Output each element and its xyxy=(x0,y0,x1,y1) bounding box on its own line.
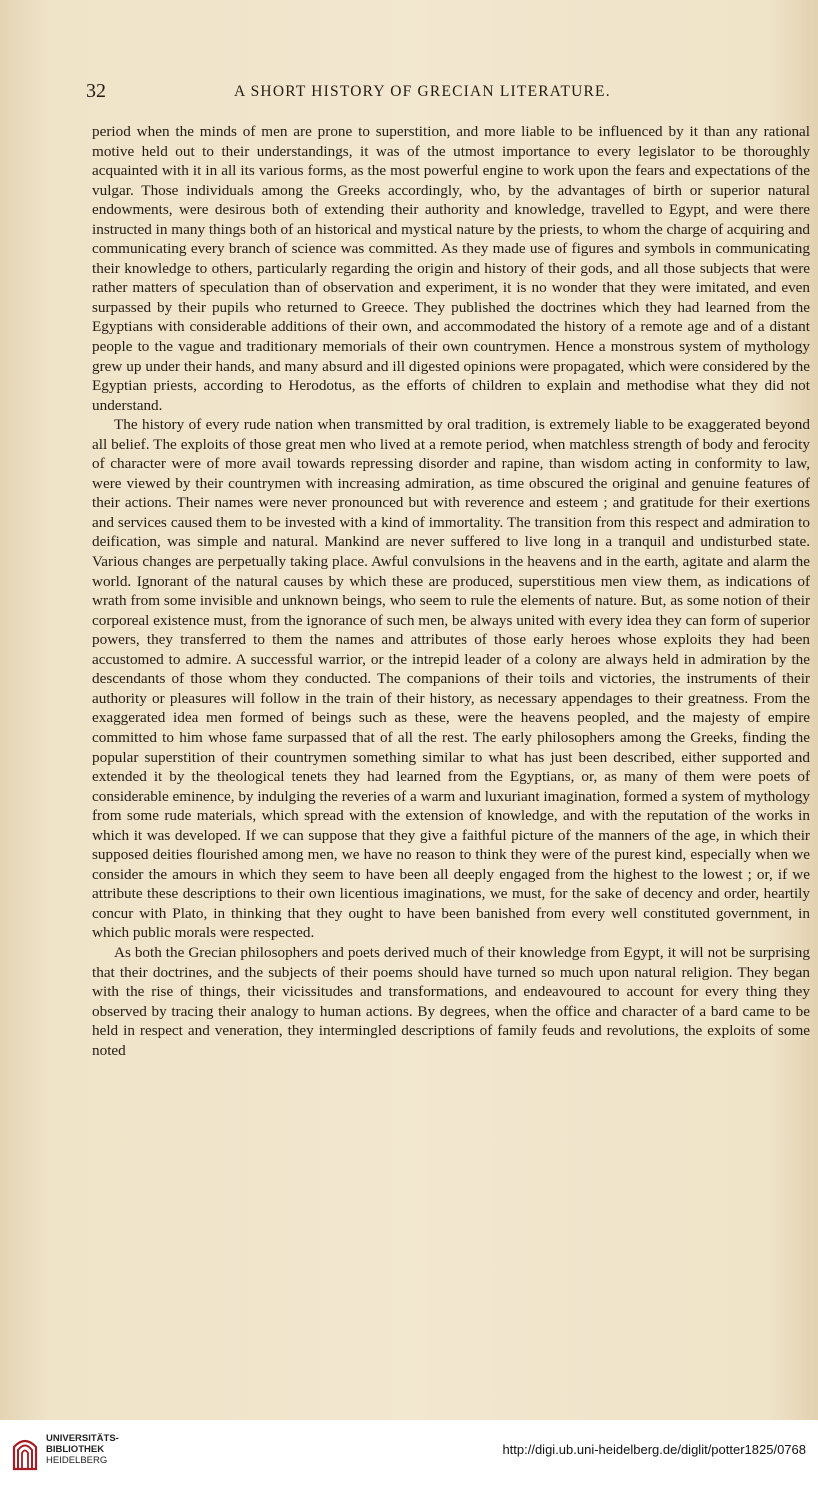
library-name xyxy=(46,1433,119,1466)
library-name-line: BIBLIOTHEK xyxy=(46,1444,105,1455)
library-name-line: HEIDELBERG xyxy=(46,1455,108,1466)
paragraph: As both the Grecian philosophers and poets derived much of their knowledge from Egypt, it will not be surprising that their doctrines, and the subjects of their poems should have turned so much upon natural religion. They began with the rise of things, their vicissitudes and transformations, and endeavoured to account for every thing they observed by tracing their analogy to human actions. By degrees, when the office and character of a bard came to be held in respect and veneration, they intermingled descriptions of family feuds and revolutions, the exploits of some noted xyxy=(92,943,810,1059)
body-text xyxy=(92,122,810,1060)
university-library-logo-icon xyxy=(12,1433,38,1471)
paragraph: period when the minds of men are prone to superstition, and more liable to be influenced by it than any rational motive held out to their understandings, it was of the utmost importance to every legislator to be thoroughly acquainted with it in all its various forms, as the most powerful engine to work upon the fears and expectations of the vulgar. Those individuals among the Greeks accordingly, who, by the advantages of birth or superior natural endowments, were desirous both of extending their authority and knowledge, travelled to Egypt, and were there instructed in many things both of an historical and mystical nature by the priests, to whom the charge of acquiring and communicating every branch of science was committed. As they made use of figures and symbols in communicating their knowledge to others, particularly regarding the origin and history of their gods, and all those subjects that were rather matters of speculation than of observation and experiment, it is no wonder that they were imitated, and even surpassed by their pupils who returned to Greece. They published the doctrines which they had learned from the Egyptians with considerable additions of their own, and accommodated the history of a remote age and of a distant people to the vague and traditionary memorials of their own countrymen. Hence a monstrous system of mythology grew up under their hands, and many absurd and ill digested opinions were propagated, which were considered by the Egyptian priests, according to Herodotus, as the efforts of children to explain and methodise what they did not understand. xyxy=(92,123,811,414)
library-name-line: UNIVERSITÄTS- xyxy=(46,1433,119,1444)
source-url-link[interactable]: http://digi.ub.uni-heidelberg.de/diglit/potter1825/0768 xyxy=(502,1442,806,1457)
running-title: A SHORT HISTORY OF GRECIAN LITERATURE. xyxy=(234,83,611,100)
page-header xyxy=(86,80,806,106)
page-number: 32 xyxy=(86,80,106,102)
paragraph: The history of every rude nation when transmitted by oral tradition, is extremely liable to be exaggerated beyond all belief. The exploits of those great men who lived at a remote period, when matchless strength of body and ferocity of character were of more avail towards repressing disorder and rapine, than wisdom acting in conformity to law, were viewed by their countrymen with increasing admiration, as time obscured the original and genuine features of their actions. Their names were never pronounced but with reverence and esteem ; and gratitude for their exertions and services caused them to be invested with a kind of immortality. The transition from this respect and admiration to deification, was simple and natural. Mankind are never suffered to live long in a tranquil and undisturbed state. Various changes are perpetually taking place. Awful convulsions in the heavens and in the earth, agitate and alarm the world. Ignorant of the natural causes by which these are produced, superstitious men view them, as indications of wrath from some invisible and unknown beings, who seem to rule the elements of nature. But, as some notion of their corporeal existence must, from the ignorance of such men, be always united with every idea they can form of superior powers, they transferred to them the names and attributes of those early heroes whose exploits they had been accustomed to admire. A successful warrior, or the intrepid leader of a colony are always held in admiration by the descendants of those whom they conducted. The companions of their toils and victories, the instruments of their authority or pleasures will follow in the train of their history, as necessary appendages to their greatness. From the exaggerated idea men formed of beings such as these, were the heavens peopled, and the majesty of empire committed to him whose fame surpassed that of all the rest. The early philosophers among the Greeks, finding the popular superstition of their countrymen something similar to what has just been described, either supported and extended it by the theological tenets they had learned from the Egyptians, or, as many of them were poets of considerable eminence, by indulging the reveries of a warm and luxuriant imagination, formed a system of mythology from some rude materials, which spread with the extension of knowledge, and with the reputation of the works in which it was developed. If we can suppose that they give a faithful picture of the manners of the age, in which their supposed deities flourished among men, we have no reason to think they were of the purest kind, especially when we consider the amours in which they seem to have been all deeply engaged from the highest to the lowest ; or, if we attribute these descriptions to their own licentious imaginations, we must, for the sake of decency and order, heartily concur with Plato, in thinking that they ought to have been banished from every well constituted government, in which public morals were respected. xyxy=(92,416,810,942)
